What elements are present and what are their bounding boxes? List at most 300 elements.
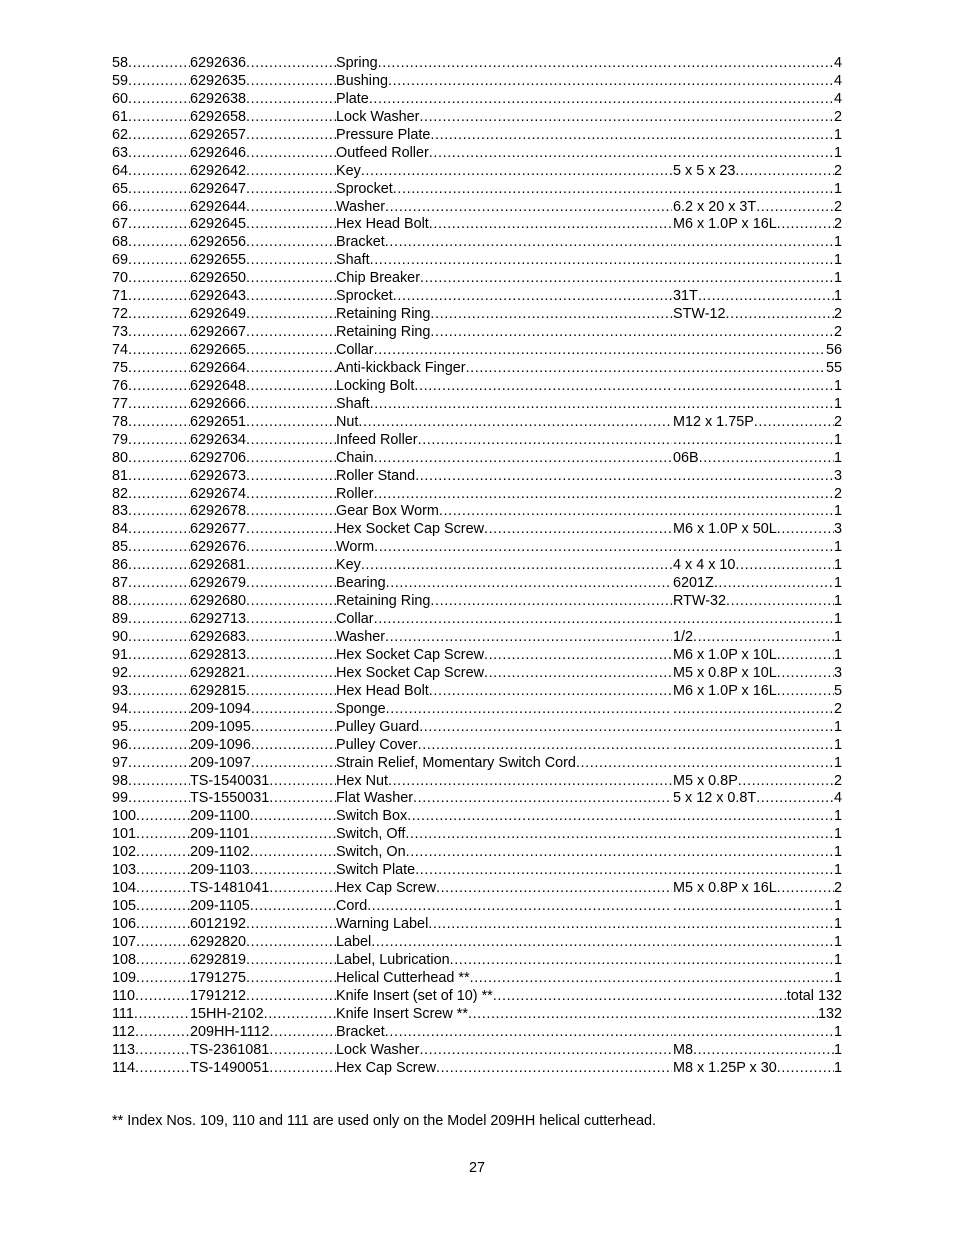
parts-row [112, 755, 842, 773]
part-number-cell [190, 486, 336, 504]
description: Switch Box [336, 808, 408, 825]
index-no-cell [112, 557, 190, 575]
parts-row [112, 1060, 842, 1078]
index-no: 68 [112, 234, 129, 251]
dot-leader [673, 1006, 841, 1024]
quantity: 1 [833, 593, 842, 610]
size-cell [673, 683, 841, 701]
dot-leader [128, 629, 190, 647]
description: Shaft [336, 252, 370, 269]
quantity-cell [833, 1023, 842, 1042]
quantity: 1 [833, 503, 842, 520]
index-no-cell [112, 378, 190, 396]
description-cell [336, 916, 672, 934]
dot-leader [128, 790, 190, 808]
dot-leader [673, 719, 841, 737]
dot-leader [128, 468, 190, 486]
dot-leader [484, 521, 672, 539]
dot-leader [673, 970, 841, 988]
size-cell [673, 109, 841, 127]
part-number: 6292647 [190, 180, 247, 197]
part-number-cell [190, 755, 336, 773]
dot-leader [726, 306, 841, 324]
part-number: 6292666 [190, 395, 247, 412]
part-number-cell [190, 1060, 336, 1078]
parts-row [112, 683, 842, 701]
size-cell [673, 826, 841, 844]
quantity: 1 [833, 736, 842, 753]
quantity: 1 [833, 718, 842, 735]
description-cell [336, 844, 672, 862]
size-cell [673, 593, 841, 611]
index-no-cell [112, 575, 190, 593]
size-cell [673, 808, 841, 826]
part-number-cell [190, 234, 336, 252]
index-no: 105 [112, 898, 137, 915]
quantity: 2 [833, 216, 842, 233]
description-cell [336, 1006, 672, 1024]
parts-row [112, 773, 842, 791]
quantity: 2 [833, 413, 842, 430]
dot-leader [128, 414, 190, 432]
parts-row [112, 701, 842, 719]
description-cell [336, 55, 672, 73]
parts-row [112, 342, 842, 360]
dot-leader [128, 503, 190, 521]
part-number: 6292655 [190, 252, 247, 269]
dot-leader [413, 790, 672, 808]
dot-leader [393, 181, 672, 199]
dot-leader [246, 557, 336, 575]
dot-leader [466, 360, 672, 378]
parts-row [112, 629, 842, 647]
dot-leader [428, 916, 672, 934]
dot-leader [128, 701, 190, 719]
part-number-cell [190, 73, 336, 91]
description: Pulley Guard [336, 718, 420, 735]
quantity: 1 [833, 844, 842, 861]
dot-leader [128, 127, 190, 145]
size-cell [673, 306, 841, 324]
part-number: 6292673 [190, 467, 247, 484]
description: Label, Lubrication [336, 951, 450, 968]
dot-leader [673, 898, 841, 916]
description-cell [336, 647, 672, 665]
dot-leader [128, 181, 190, 199]
part-number: TS-1550031 [190, 790, 270, 807]
size-cell [673, 324, 841, 342]
part-number-cell [190, 665, 336, 683]
description: Pressure Plate [336, 126, 431, 143]
part-number: 6292679 [190, 575, 247, 592]
description: Switch, On [336, 844, 406, 861]
part-number: 6292667 [190, 324, 247, 341]
index-no-cell [112, 737, 190, 755]
quantity: 3 [833, 664, 842, 681]
index-no: 91 [112, 646, 129, 663]
description-cell [336, 181, 672, 199]
dot-leader [246, 306, 336, 324]
description: Anti-kickback Finger [336, 359, 466, 376]
dot-leader [576, 755, 672, 773]
dot-leader [269, 1060, 336, 1078]
description: Flat Washer [336, 790, 414, 807]
size-cell [673, 755, 841, 773]
dot-leader [673, 755, 841, 773]
part-number-cell [190, 288, 336, 306]
part-number-cell [190, 145, 336, 163]
index-no: 98 [112, 772, 129, 789]
description-cell [336, 324, 672, 342]
description: Bearing [336, 575, 386, 592]
dot-leader [128, 55, 190, 73]
index-no: 71 [112, 288, 129, 305]
size: M6 x 1.0P x 50L [673, 521, 777, 538]
quantity-cell [833, 72, 842, 91]
dot-leader [673, 916, 841, 934]
description: Switch Plate [336, 862, 416, 879]
part-number: 6292634 [190, 431, 247, 448]
part-number-cell [190, 216, 336, 234]
index-no: 92 [112, 664, 129, 681]
parts-row [112, 575, 842, 593]
quantity: 1 [833, 449, 842, 466]
description-cell [336, 755, 672, 773]
size: M5 x 0.8P x 10L [673, 664, 777, 681]
part-number: 6292821 [190, 664, 247, 681]
dot-leader [756, 199, 841, 217]
description: Plate [336, 90, 369, 107]
dot-leader [269, 880, 336, 898]
part-number: 209HH-1112 [190, 1023, 270, 1040]
quantity: 55 [825, 359, 842, 376]
description-cell [336, 593, 672, 611]
dot-leader [134, 1006, 190, 1024]
index-no-cell [112, 360, 190, 378]
part-number: 6292706 [190, 449, 247, 466]
dot-leader [777, 665, 841, 683]
part-number: 6292638 [190, 90, 247, 107]
dot-leader [754, 414, 841, 432]
part-number-cell [190, 539, 336, 557]
quantity-cell [833, 198, 842, 217]
dot-leader [777, 647, 841, 665]
dot-leader [468, 1006, 672, 1024]
quantity-cell [833, 736, 842, 755]
quantity-cell [833, 306, 842, 324]
dot-leader [430, 593, 672, 611]
dot-leader [246, 916, 336, 934]
dot-leader [135, 988, 190, 1006]
dot-leader [128, 234, 190, 252]
size: M8 [673, 1041, 693, 1058]
dot-leader [136, 844, 190, 862]
dot-leader [436, 1060, 672, 1078]
quantity: 4 [833, 72, 842, 89]
dot-leader [673, 611, 841, 629]
parts-row [112, 324, 842, 342]
description: Sprocket [336, 288, 393, 305]
part-number-cell [190, 1006, 336, 1024]
dot-leader [136, 898, 190, 916]
dot-leader [405, 826, 672, 844]
part-number: 6292656 [190, 234, 247, 251]
dot-leader [420, 270, 672, 288]
size-cell [673, 73, 841, 91]
size-cell [673, 790, 841, 808]
index-no: 86 [112, 557, 129, 574]
dot-leader [128, 73, 190, 91]
quantity-cell [833, 539, 842, 557]
size-cell [673, 719, 841, 737]
size-cell [673, 55, 841, 73]
quantity-cell [833, 1059, 842, 1078]
dot-leader [246, 575, 336, 593]
parts-list [112, 55, 842, 1077]
dot-leader [673, 826, 841, 844]
size: 5 x 5 x 23 [673, 162, 736, 179]
dot-leader [673, 73, 841, 91]
index-no: 74 [112, 342, 129, 358]
quantity-cell [833, 844, 842, 862]
parts-row [112, 270, 842, 288]
part-number-cell [190, 629, 336, 647]
dot-leader [777, 1060, 841, 1078]
parts-row [112, 988, 842, 1006]
quantity-cell [833, 826, 842, 844]
description: Roller Stand [336, 467, 416, 484]
dot-leader [246, 288, 336, 306]
dot-leader [419, 719, 672, 737]
part-number-cell [190, 414, 336, 432]
part-number: 6292644 [190, 198, 247, 215]
quantity: 1 [833, 270, 842, 287]
quantity: 1 [833, 1041, 842, 1058]
index-no: 61 [112, 108, 129, 125]
dot-leader [484, 647, 672, 665]
description: Warning Label [336, 916, 429, 932]
description-cell [336, 701, 672, 719]
description: Roller [336, 485, 374, 502]
dot-leader [128, 557, 190, 575]
dot-leader [370, 252, 672, 270]
size-cell [673, 234, 841, 252]
dot-leader [246, 324, 336, 342]
dot-leader [128, 611, 190, 629]
part-number: 209-1102 [190, 844, 250, 861]
description: Label [336, 933, 372, 950]
description-cell [336, 1060, 672, 1078]
dot-leader [250, 826, 336, 844]
index-no-cell [112, 55, 190, 73]
dot-leader [269, 1042, 336, 1060]
part-number-cell [190, 270, 336, 288]
dot-leader [128, 378, 190, 396]
index-no-cell [112, 1060, 190, 1078]
parts-row [112, 163, 842, 181]
part-number: 6292820 [190, 933, 247, 950]
parts-row [112, 970, 842, 988]
index-no: 107 [112, 933, 137, 950]
dot-leader [246, 216, 336, 234]
size-cell [673, 647, 841, 665]
size: 6201Z [673, 575, 714, 592]
description-cell [336, 539, 672, 557]
dot-leader [128, 432, 190, 450]
dot-leader [246, 503, 336, 521]
dot-leader [136, 916, 190, 934]
description: Retaining Ring [336, 593, 431, 610]
size-cell [673, 665, 841, 683]
dot-leader [135, 1024, 190, 1042]
index-no: 81 [112, 467, 129, 484]
dot-leader [450, 952, 672, 970]
dot-leader [419, 1042, 672, 1060]
dot-leader [128, 539, 190, 557]
index-no: 109 [112, 969, 137, 986]
quantity-cell [833, 108, 842, 127]
description: Retaining Ring [336, 324, 431, 341]
index-no: 83 [112, 503, 129, 520]
index-no: 90 [112, 629, 129, 645]
dot-leader [128, 342, 190, 360]
part-number-cell [190, 557, 336, 575]
dot-leader [128, 486, 190, 504]
index-no-cell [112, 324, 190, 342]
dot-leader [673, 378, 841, 396]
quantity-cell [833, 646, 842, 665]
dot-leader [361, 557, 672, 575]
dot-leader [251, 701, 336, 719]
size-cell [673, 432, 841, 450]
parts-row [112, 880, 842, 898]
size: M6 x 1.0P x 16L [673, 216, 777, 233]
description: Bushing [336, 72, 389, 89]
quantity: 1 [833, 808, 842, 825]
dot-leader [673, 862, 841, 880]
part-number: 1791275 [190, 969, 247, 986]
index-no: 103 [112, 862, 137, 879]
index-no: 100 [112, 808, 137, 825]
dot-leader [374, 611, 672, 629]
quantity: 1 [833, 539, 842, 556]
size: 06B [673, 449, 699, 466]
index-no-cell [112, 234, 190, 252]
dot-leader [246, 127, 336, 145]
part-number-cell [190, 934, 336, 952]
quantity: 2 [833, 880, 842, 897]
description-cell [336, 629, 672, 647]
dot-leader [246, 91, 336, 109]
size-cell [673, 916, 841, 934]
description: Switch, Off [336, 826, 406, 843]
dot-leader [673, 145, 841, 163]
dot-leader [673, 539, 841, 557]
quantity-cell [833, 808, 842, 826]
dot-leader [418, 432, 672, 450]
dot-leader [246, 181, 336, 199]
dot-leader [246, 934, 336, 952]
index-no-cell [112, 683, 190, 701]
quantity: 2 [833, 108, 842, 125]
part-number: 6292819 [190, 951, 247, 968]
dot-leader [246, 521, 336, 539]
size-cell [673, 934, 841, 952]
part-number-cell [190, 988, 336, 1006]
description-cell [336, 557, 672, 575]
description: Locking Bolt [336, 377, 415, 394]
dot-leader [673, 808, 841, 826]
part-number-cell [190, 127, 336, 145]
quantity-cell [833, 324, 842, 342]
index-no-cell [112, 181, 190, 199]
size-cell [673, 163, 841, 181]
size-cell [673, 952, 841, 970]
part-number-cell [190, 970, 336, 988]
size-cell [673, 1006, 841, 1024]
dot-leader [374, 486, 672, 504]
dot-leader [673, 468, 841, 486]
dot-leader [385, 199, 672, 217]
part-number-cell [190, 378, 336, 396]
dot-leader [430, 324, 672, 342]
part-number-cell [190, 701, 336, 719]
description: Bracket [336, 1023, 385, 1040]
quantity-cell [833, 700, 842, 719]
dot-leader [374, 539, 672, 557]
quantity-cell [833, 503, 842, 521]
index-no-cell [112, 808, 190, 826]
dot-leader [714, 575, 841, 593]
size-cell [673, 199, 841, 217]
dot-leader [673, 701, 841, 719]
dot-leader [673, 270, 841, 288]
index-no-cell [112, 665, 190, 683]
parts-row [112, 647, 842, 665]
dot-leader [246, 611, 336, 629]
parts-row [112, 432, 842, 450]
description: Nut [336, 413, 359, 430]
index-no-cell [112, 503, 190, 521]
dot-leader [128, 91, 190, 109]
parts-row [112, 216, 842, 234]
index-no-cell [112, 252, 190, 270]
parts-row [112, 719, 842, 737]
size-cell [673, 503, 841, 521]
page-number: 27 [468, 1160, 485, 1176]
description-cell [336, 127, 672, 145]
description-cell [336, 486, 672, 504]
dot-leader [673, 952, 841, 970]
index-no-cell [112, 216, 190, 234]
dot-leader [269, 1024, 336, 1042]
dot-leader [246, 450, 336, 468]
index-no: 84 [112, 521, 129, 538]
index-no: 102 [112, 844, 137, 861]
description-cell [336, 360, 672, 378]
dot-leader [128, 270, 190, 288]
dot-leader [361, 163, 672, 181]
dot-leader [136, 952, 190, 970]
dot-leader [246, 988, 336, 1006]
dot-leader [128, 396, 190, 414]
dot-leader [128, 109, 190, 127]
part-number-cell [190, 432, 336, 450]
dot-leader [418, 737, 672, 755]
index-no: 114 [112, 1059, 135, 1076]
index-no: 82 [112, 485, 129, 502]
description-cell [336, 880, 672, 898]
